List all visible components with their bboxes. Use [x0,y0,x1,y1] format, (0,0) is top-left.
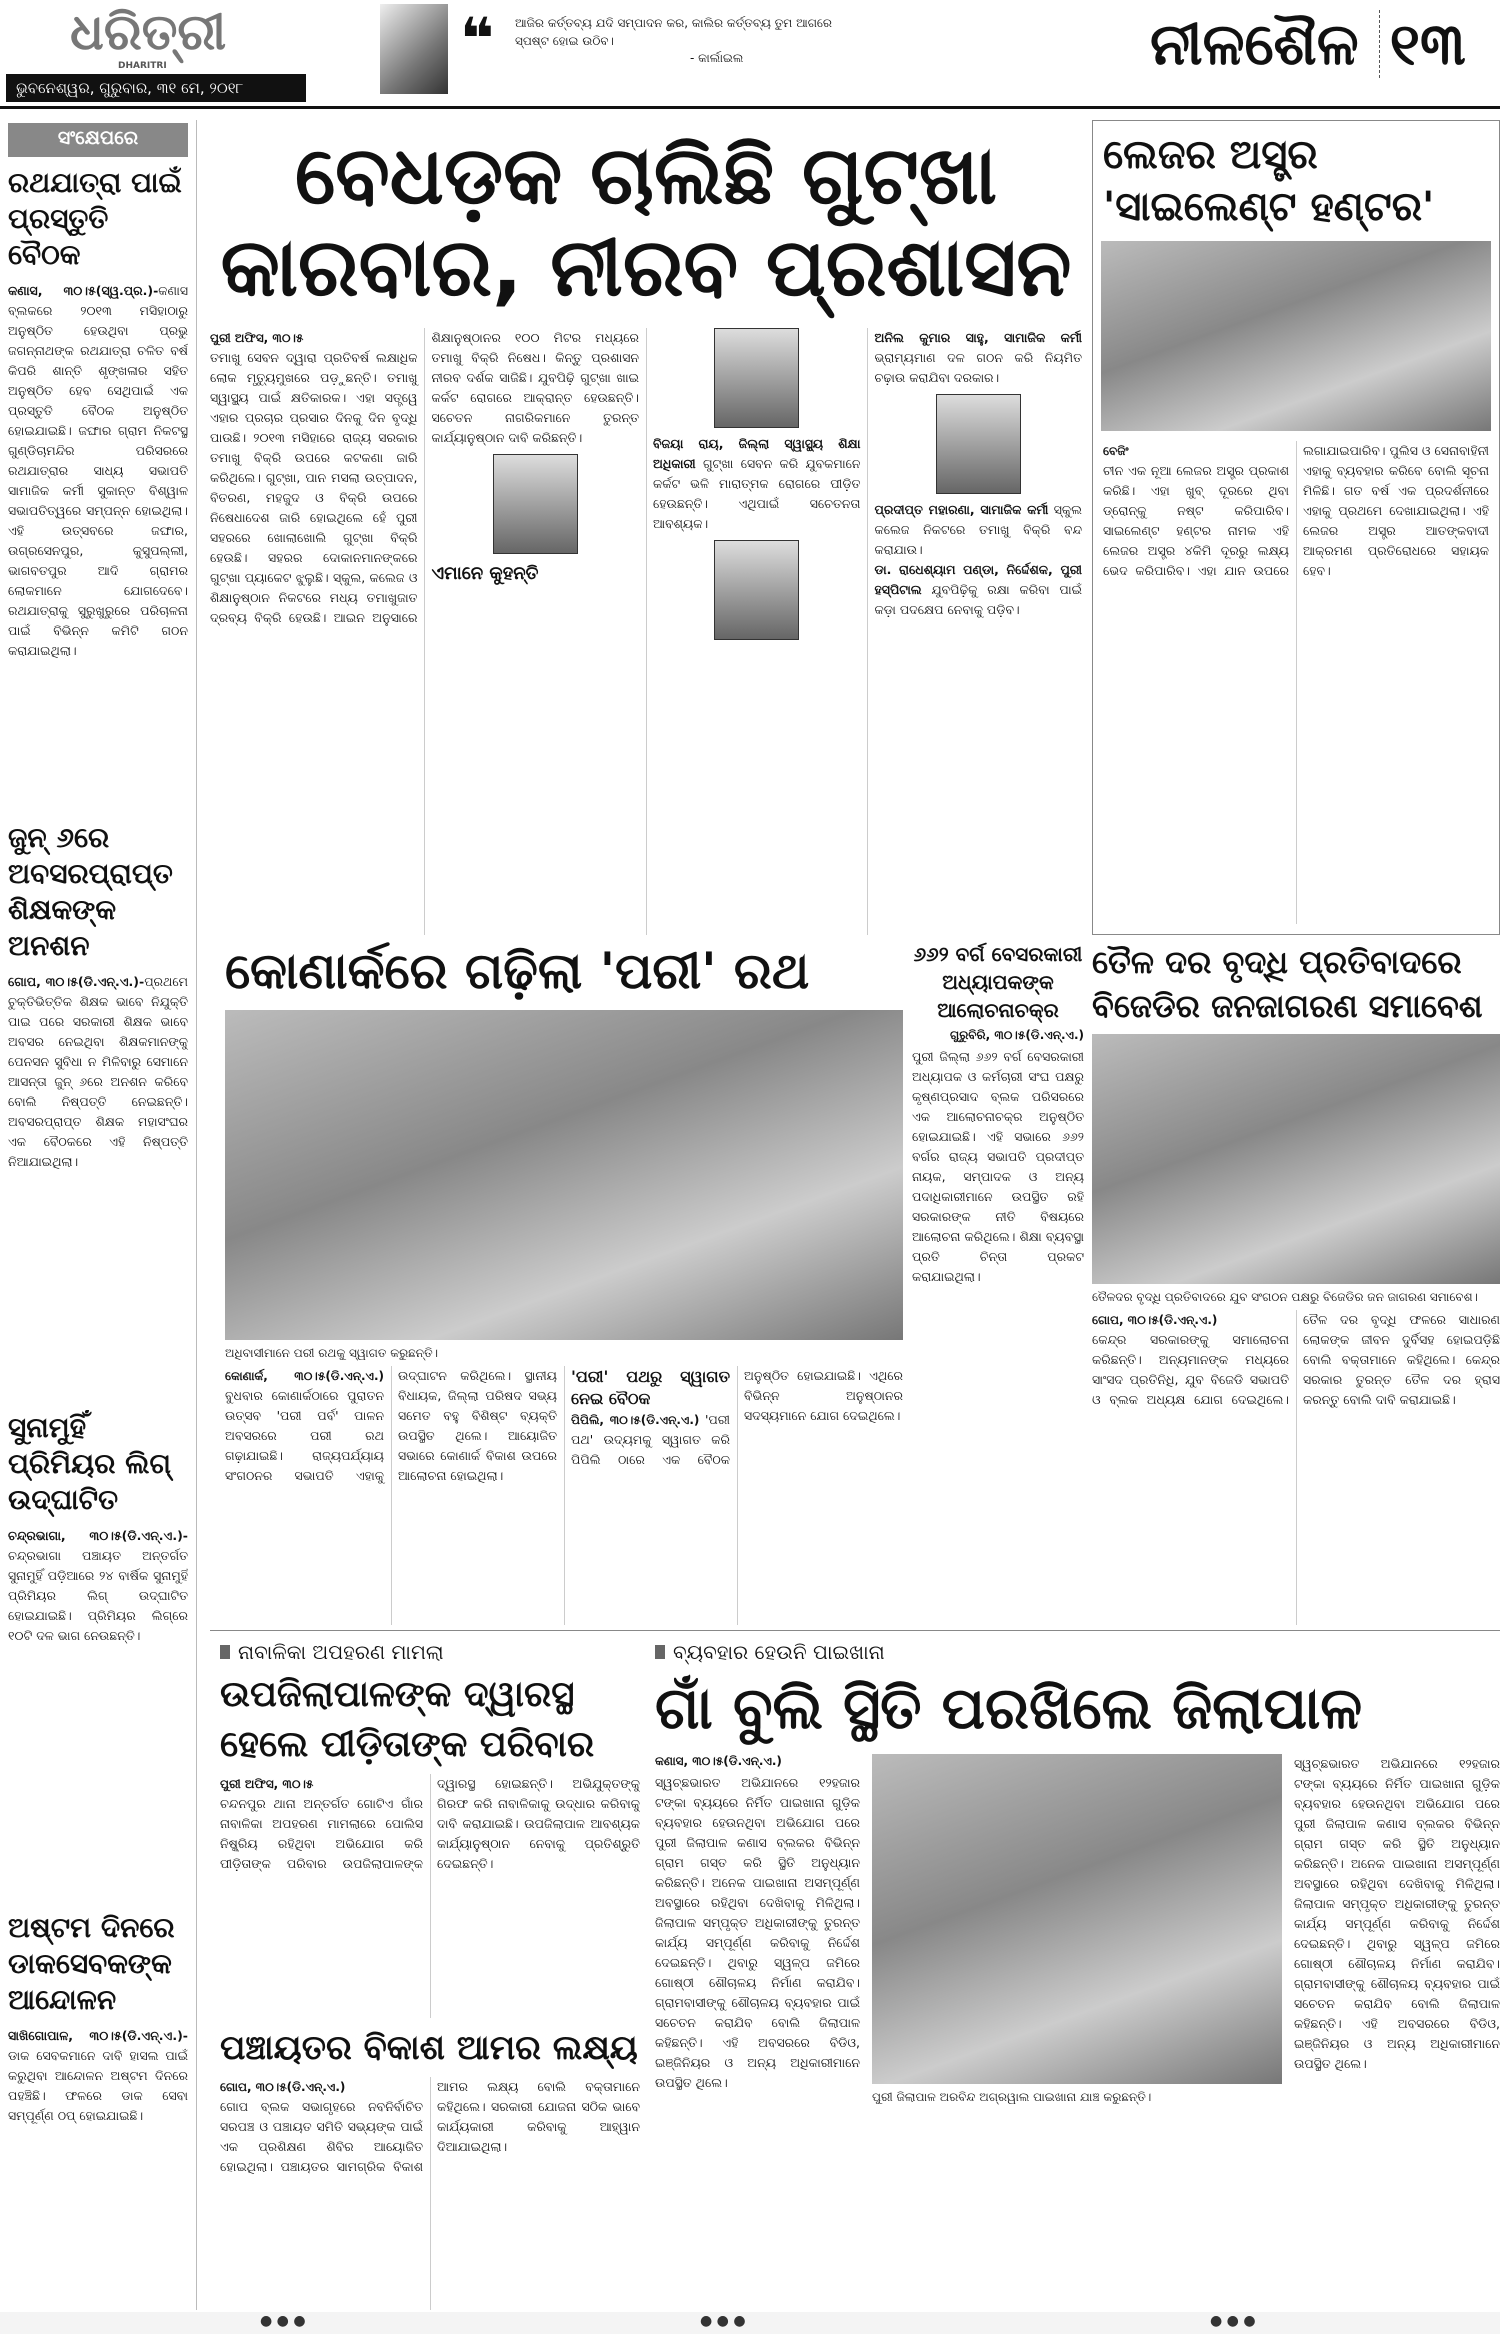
section-title [1150,10,1466,79]
lead-body: ତମାଖୁ ସେବନ ଦ୍ୱାରା ପ୍ରତିବର୍ଷ ଲକ୍ଷାଧିକ ଲୋକ ମୃତ୍ୟୁମୁଖରେ ପଡ଼ୁଛନ୍ତି। ତମାଖୁ ସ୍ୱାସ୍ଥ୍ୟ ପାଇଁ କ୍ଷତିକାରକ। ଏହା ସତ୍ତ୍ୱେ ଏହାର ପ୍ରଚାର ପ୍ରସାର ଦିନକୁ ଦିନ ବୃଦ୍ଧି ପାଉଛି। ୨୦୧୩ ମସିହାରେ ରାଜ୍ୟ ସରକାର ତମାଖୁ ବିକ୍ରି ଉପରେ କଟକଣା ଜାରି କରିଥିଲେ। ଗୁଟ୍‌ଖା, ପାନ ମସଲା ଉତ୍ପାଦନ, ବିତରଣ, ମହଜୁଦ ଓ ବିକ୍ରି ଉପରେ ନିଷେଧାଦେଶ ଜାରି ହୋଇଥିଲେ ହେଁ ପୁରୀ ସହରରେ ଖୋଲାଖୋଲି ଗୁଟ୍‌ଖା ବିକ୍ରି ହେଉଛି। ସହରର ଦୋକାନମାନଙ୍କରେ ଗୁଟ୍‌ଖା ପ୍ୟାକେଟ ଝୁଲୁଛି। ସ୍କୁଲ, କଲେଜ ଓ ଶିକ୍ଷାନୁଷ୍ଠାନ ନିକଟରେ ମଧ୍ୟ ତମାଖୁଜାତ ଦ୍ରବ୍ୟ ବିକ୍ରି ହେଉଛି। ଆଇନ ଅନୁସାରେ ଶିକ୍ଷାନୁଷ୍ଠାନର ୧୦୦ ମିଟର ମଧ୍ୟରେ ତମାଖୁ ବିକ୍ରି ନିଷେଧ। କିନ୍ତୁ ପ୍ରଶାସନ ନୀରବ ଦର୍ଶକ ସାଜିଛି। ଯୁବପିଢ଼ି ଗୁଟ୍‌ଖା ଖାଇ କର୍କଟ ରୋଗରେ ଆକ୍ରାନ୍ତ ହେଉଛନ୍ତି। ସଚେତନ ନାଗରିକମାନେ ତୁରନ୍ତ କାର୍ଯ୍ୟାନୁଷ୍ଠାନ ଦାବି କରିଛନ୍ତି। [210,330,639,625]
upazila-headline: ଉପଜିଲାପାଳଙ୍କ ଦ୍ୱାରସ୍ଥ ହେଲେ ପୀଡ଼ିତାଙ୍କ ପରିବାର [220,1674,595,1765]
brief-dateline: ଚନ୍ଦ୍ରଭାଗା, ୩୦।୫(ଡି.ଏନ୍.ଏ.)- [8,1528,188,1543]
teachers-headline: ୬୬୨ ବର୍ଗ ବେସରକାରୀ ଅଧ୍ୟାପକଙ୍କ ଆଲୋଚନାଚକ୍ର [913,942,1083,1022]
toilet-caption: ପୁରୀ ଜିଲାପାଳ ଅରବିନ୍ଦ ଅଗ୍ରୱାଲ ପାଇଖାନା ଯାଞ୍ଚ କରୁଛନ୍ତି। [872,2090,1152,2104]
page-number: ୧୩ [1379,10,1466,78]
toilet-dateline: କଣାସ, ୩୦।୫(ଡି.ଏନ୍.ଏ.) [655,1754,782,1768]
konark-body: ବୁଧବାର କୋଣାର୍କଠାରେ ପୁରାତନ ଉତ୍ସବ 'ପରୀ ପର୍ବ' ପାଳନ ଅବସରରେ ପରୀ ରଥ ଗଢ଼ାଯାଇଛି। ରାଜ୍ୟପର୍ଯ୍ୟାୟ ସଂଗଠନର ସଭାପତି ଏହାକୁ ଉଦ୍‌ଘାଟନ କରିଥିଲେ। ସ୍ଥାନୀୟ ବିଧାୟକ, ଜିଲ୍ଲା ପରିଷଦ ସଭ୍ୟ ସମେତ ବହୁ ବିଶିଷ୍ଟ ବ୍ୟକ୍ତି ଉପସ୍ଥିତ ଥିଲେ। ଆୟୋଜିତ ସଭାରେ କୋଣାର୍କ ବିକାଶ ଉପରେ ଆଲୋଚନା ହୋଇଥିଲା। [225,1368,557,1483]
bjd-rally-photo [1092,1034,1500,1284]
panchayat-headline: ପଞ୍ଚାୟତର ବିକାଶ ଆମର ଲକ୍ଷ୍ୟ [220,2028,638,2068]
lead-article [210,130,1082,935]
quote-text: ଗୁଟ୍‌ଖା ସେବନ କରି ଯୁବକମାନେ କର୍କଟ ଭଳି ମାରାତ୍ମକ ରୋଗରେ ପୀଡ଼ିତ ହେଉଛନ୍ତି। ଏଥିପାଇଁ ସଚେତନତା ଆବଶ୍ୟକ। [653,456,861,531]
panchayat-dateline: ଗୋପ, ୩୦।୫(ଡି.ଏନ୍.ଏ.) [220,2080,346,2094]
brief-item [8,165,188,820]
registration-dots-icon: ● ● ● [1210,2313,1256,2329]
laser-headline: ଲେଜର ଅସ୍ତ୍ର 'ସାଇଲେଣ୍ଟ ହଣ୍ଟର' [1103,132,1435,230]
quote-name: ବିଜୟା ରାୟ, ଜିଲ୍ଲା ସ୍ୱାସ୍ଥ୍ୟ ଶିକ୍ଷା ଅଧିକାରୀ [653,436,861,471]
konark-caption: ଅଧିବାସୀମାନେ ପରୀ ରଥକୁ ସ୍ୱାଗତ କରୁଛନ୍ତି। [225,1346,439,1360]
bjd-headline: ତୈଳ ଦର ବୃଦ୍ଧି ପ୍ରତିବାଦରେ ବିଜେଡିର ଜନଜାଗରଣ ସମାବେଶ [1092,943,1483,1025]
konark-headline: କୋଣାର୍କରେ ଗଢ଼ିଲା 'ପରୀ' ରଥ [225,942,810,1000]
konark-sub-body: 'ପରୀ ପଥ' ଉଦ୍ୟମକୁ ସ୍ୱାଗତ କରି ପିପିଲି ଠାରେ ଏକ ବୈଠକ ଅନୁଷ୍ଠିତ ହୋଇଯାଇଛି। ଏଥିରେ ବିଭିନ୍ନ ଅନୁଷ୍ଠାନର ସଦସ୍ୟମାନେ ଯୋଗ ଦେଇଥିଲେ। [571,1368,903,1467]
toilet-article [655,1638,1500,2310]
briefs-label: ସଂକ୍ଷେପରେ [8,123,188,157]
registration-dots-icon: ● ● ● [700,2313,746,2329]
mugshot-photo [714,328,799,428]
konark-dateline: କୋଣାର୍କ, ୩୦।୫(ଡି.ଏନ୍.ଏ.) [225,1369,384,1383]
quote-text: ଭ୍ରାମ୍ୟମାଣ ଦଳ ଗଠନ କରି ନିୟମିତ ଚଢ଼ାଉ କରାଯିବା ଦରକାର। [874,350,1082,385]
quote-item [875,500,1083,560]
quote-item [653,434,861,534]
upazila-body: ଚନ୍ଦନପୁର ଥାନା ଅନ୍ତର୍ଗତ ଗୋଟିଏ ଗାଁର ନାବାଳିକା ଅପହରଣ ମାମଲାରେ ପୋଲିସ ନିଷ୍କ୍ରିୟ ରହିଥିବା ଅଭିଯୋଗ କରି ପୀଡ଼ିତାଙ୍କ ପରିବାର ଉପଜିଲାପାଳଙ୍କ ଦ୍ୱାରସ୍ଥ ହୋଇଛନ୍ତି। ଅଭିଯୁକ୍ତଙ୍କୁ ଗିରଫ କରି ନାବାଳିକାକୁ ଉଦ୍ଧାର କରିବାକୁ ଦାବି କରାଯାଇଛି। ଉପଜିଲାପାଳ ଆବଶ୍ୟକ କାର୍ଯ୍ୟାନୁଷ୍ଠାନ ନେବାକୁ ପ୍ରତିଶ୍ରୁତି ଦେଇଛନ୍ତି। [220,1776,640,1871]
konark-sub-dateline: ପିପିଲି, ୩୦।୫(ଡି.ଏନ୍.ଏ.) [571,1413,700,1427]
brief-item [8,820,188,1410]
bjd-body: କେନ୍ଦ୍ର ସରକାରଙ୍କୁ ସମାଲୋଚନା କରିଛନ୍ତି। ଅନ୍ୟମାନଙ୍କ ମଧ୍ୟରେ ସାଂସଦ ପ୍ରତିନିଧି, ଯୁବ ବିଜେଡି ସଭାପତି ଓ ବ୍ଲକ ଅଧ୍ୟକ୍ଷ ଯୋଗ ଦେଇଥିଲେ। ତୈଳ ଦର ବୃଦ୍ଧି ଫଳରେ ସାଧାରଣ ଲୋକଙ୍କ ଜୀବନ ଦୁର୍ବିସହ ହୋଇପଡ଼ିଛି ବୋଲି ବକ୍ତାମାନେ କହିଥିଲେ। କେନ୍ଦ୍ର ସରକାର ତୁରନ୍ତ ତୈଳ ଦର ହ୍ରାସ କରନ୍ତୁ ବୋଲି ଦାବି କରାଯାଇଛି। [1092,1312,1500,1407]
brief-dateline: କଣାସ, ୩୦।୫(ସ୍ୱ.ପ୍ର.)- [8,283,159,298]
issue-date: ଭୁବନେଶ୍ୱର, ଗୁରୁବାର, ୩୧ ମେ, ୨୦୧୮ [6,74,306,102]
brief-dateline: ସାଖିଗୋପାଳ, ୩୦।୫(ଡି.ଏନ୍.ଏ.)- [8,2028,188,2043]
brief-title: ଅଷ୍ଟମ ଦିନରେ ଡାକସେବକଙ୍କ ଆନ୍ଦୋଳନ [8,1911,175,2016]
panchayat-body: ଗୋପ ବ୍ଲକ ସଭାଗୃହରେ ନବନିର୍ବାଚିତ ସରପଞ୍ଚ ଓ ପଞ୍ଚାୟତ ସମିତି ସଭ୍ୟଙ୍କ ପାଇଁ ଏକ ପ୍ରଶିକ୍ଷଣ ଶିବିର ଆୟୋଜିତ ହୋଇଥିଲା। ପଞ୍ଚାୟତର ସାମଗ୍ରିକ ବିକାଶ ଆମର ଲକ୍ଷ୍ୟ ବୋଲି ବକ୍ତାମାନେ କହିଥିଲେ। ସରକାରୀ ଯୋଜନା ସଠିକ ଭାବେ କାର୍ଯ୍ୟକାରୀ କରିବାକୁ ଆହ୍ୱାନ ଦିଆଯାଇଥିଲା। [220,2079,640,2174]
quote-item [875,560,1083,620]
quote-text: ଯୁବପିଢ଼ିକୁ ରକ୍ଷା କରିବା ପାଇଁ କଡ଼ା ପଦକ୍ଷେପ ନେବାକୁ ପଡ଼ିବ। [874,582,1082,617]
brief-body: ପ୍ରଥମେ ଚୁକ୍ତିଭିତ୍ତିକ ଶିକ୍ଷକ ଭାବେ ନିଯୁକ୍ତି ପାଇ ପରେ ସରକାରୀ ଶିକ୍ଷକ ଭାବେ ଅବସର ନେଇଥିବା ଶିକ୍ଷକମାନଙ୍କୁ ପେନସନ ସୁବିଧା ନ ମିଳିବାରୁ ସେମାନେ ଆସନ୍ତା ଜୁନ୍ ୬ରେ ଅନଶନ କରିବେ ବୋଲି ନିଷ୍ପତ୍ତି ନେଇଛନ୍ତି। ଅବସରପ୍ରାପ୍ତ ଶିକ୍ଷକ ମହାସଂଘର ଏକ ବୈଠକରେ ଏହି ନିଷ୍ପତ୍ତି ନିଆଯାଇଥିଲା। [8,974,188,1169]
quote-icon: ❝ [460,5,495,73]
bjd-article [1092,940,1500,1625]
quote-author-portrait [380,4,448,94]
mugshot-photo [714,540,799,640]
panchayat-article [220,2025,640,2310]
brief-body: ଡାକ ସେବକମାନେ ଦାବି ହାସଲ ପାଇଁ କରୁଥିବା ଆନ୍ଦୋଳନ ଅଷ୍ଟମ ଦିନରେ ପହଞ୍ଚିଛି। ଫଳରେ ଡାକ ସେବା ସମ୍ପୂର୍ଣ୍ଣ ଠପ୍ ହୋଇଯାଇଛି। [8,2048,188,2123]
masthead-brand [6,4,316,102]
brief-item [8,1410,188,1910]
masthead-divider [0,106,1500,109]
konark-sub-headline: 'ପରୀ' ପଥରୁ ସ୍ୱାଗତ ନେଇ ବୈଠକ [571,1367,730,1408]
toilet-body: ସ୍ୱଚ୍ଛଭାରତ ଅଭିଯାନରେ ୧୨ହଜାର ଟଙ୍କା ବ୍ୟୟରେ ନିର୍ମିତ ପାଇଖାନା ଗୁଡ଼ିକ ବ୍ୟବହାର ହେଉନଥିବା ଅଭିଯୋଗ ପରେ ପୁରୀ ଜିଲାପାଳ କଣାସ ବ୍ଲକର ବିଭିନ୍ନ ଗ୍ରାମ ଗସ୍ତ କରି ସ୍ଥିତି ଅନୁଧ୍ୟାନ କରିଛନ୍ତି। ଅନେକ ପାଇଖାନା ଅସମ୍ପୂର୍ଣ୍ଣ ଅବସ୍ଥାରେ ରହିଥିବା ଦେଖିବାକୁ ମିଳିଥିଲା। ଜିଲାପାଳ ସମ୍ପୃକ୍ତ ଅଧିକାରୀଙ୍କୁ ତୁରନ୍ତ କାର୍ଯ୍ୟ ସମ୍ପୂର୍ଣ୍ଣ କରିବାକୁ ନିର୍ଦ୍ଦେଶ ଦେଇଛନ୍ତି। ଥିବାରୁ ସ୍ୱଳ୍ପ ଜମିରେ ଗୋଷ୍ଠୀ ଶୌଚାଳୟ ନିର୍ମାଣ କରାଯିବ। ଗ୍ରାମବାସୀଙ୍କୁ ଶୌଚାଳୟ ବ୍ୟବହାର ପାଇଁ ସଚେତନ କରାଯିବ ବୋଲି ଜିଲାପାଳ କହିଛନ୍ତି। ଏହି ଅବସରରେ ବିଡିଓ, ଇଞ୍ଜିନିୟର ଓ ଅନ୍ୟ ଅଧିକାରୀମାନେ ଉପସ୍ଥିତ ଥିଲେ। [655,1775,860,2090]
column-divider [196,120,197,2310]
mugshot-photo [493,454,578,554]
quote-text: ସ୍କୁଲ କଲେଜ ନିକଟରେ ତମାଖୁ ବିକ୍ରି ବନ୍ଦ କରାଯାଉ। [874,502,1082,557]
mugshot-photo [936,394,1021,494]
section-divider [210,1630,1500,1631]
quotes-box-title: ଏମାନେ କୁହନ୍ତି [431,563,539,584]
brief-title: ଜୁନ୍ ୬ରେ ଅବସରପ୍ରାପ୍ତ ଶିକ୍ଷକଙ୍କ ଅନଶନ [8,821,173,962]
laser-weapon-photo [1101,241,1491,431]
briefs-column [8,165,188,2305]
konark-photo [225,1010,903,1340]
daily-quote-block [515,14,835,66]
daily-quote: ଆଜିର କର୍ତ୍ତବ୍ୟ ଯଦି ସମ୍ପାଦନ କର, କାଲିର କର୍ତ୍ତବ୍ୟ ତୁମ ଆଗରେ ସ୍ପଷ୍ଟ ହୋଇ ଉଠିବ। [515,16,833,48]
lead-dateline: ପୁରୀ ଅଫିସ, ୩୦।୫ [210,331,304,345]
toilet-inspection-photo [872,1754,1282,2084]
brief-item [8,1910,188,2126]
teachers-body: ପୁରୀ ଜିଲ୍ଲା ୬୬୨ ବର୍ଗ ବେସରକାରୀ ଅଧ୍ୟାପକ ଓ କର୍ମଚାରୀ ସଂଘ ପକ୍ଷରୁ କୃଷ୍ଣପ୍ରସାଦ ବ୍ଲକ ପରିସରରେ ଏକ ଆଲୋଚନାଚକ୍ର ଅନୁଷ୍ଠିତ ହୋଇଯାଇଛି। ଏହି ସଭାରେ ୬୬୨ ବର୍ଗର ରାଜ୍ୟ ସଭାପତି ପ୍ରଦୀପ୍ତ ନାୟକ, ସମ୍ପାଦକ ଓ ଅନ୍ୟ ପଦାଧିକାରୀମାନେ ଉପସ୍ଥିତ ରହି ସରକାରଙ୍କ ନୀତି ବିଷୟରେ ଆଲୋଚନା କରିଥିଲେ। ଶିକ୍ଷା ବ୍ୟବସ୍ଥା ପ୍ରତି ଚିନ୍ତା ପ୍ରକଟ କରାଯାଇଥିଲା। [912,1049,1084,1284]
teachers-article [912,940,1084,1625]
bjd-caption: ତୈଳଦର ବୃଦ୍ଧି ପ୍ରତିବାଦରେ ଯୁବ ସଂଗଠନ ପକ୍ଷରୁ ବିଜେଡିର ଜନ ଜାଗରଣ ସମାବେଶ। [1092,1290,1478,1304]
upazila-dateline: ପୁରୀ ଅଫିସ, ୩୦।୫ [220,1777,314,1791]
teachers-dateline: ଗୁରୁବିରି, ୩୦।୫(ଡି.ଏନ୍.ଏ.) [949,1028,1084,1042]
toilet-photo-column [872,1754,1282,2310]
bjd-dateline: ଗୋପ, ୩୦।୫(ଡି.ଏନ୍.ଏ.) [1092,1313,1218,1327]
section-name: ନୀଳଶୈଳ [1150,10,1359,78]
toilet-left-column [655,1754,860,2310]
registration-dots-icon: ● ● ● [260,2313,306,2329]
quote-author: - କାର୍ଲାଇଲ [690,51,744,65]
logo-subtitle: DHARITRI [118,61,167,71]
brief-title: ରଥଯାତ୍ରା ପାଇଁ ପ୍ରସ୍ତୁତି ବୈଠକ [8,166,182,271]
quote-name: ଅନିଲ କୁମାର ସାହୁ, ସାମାଜିକ କର୍ମୀ [874,330,1082,345]
lead-headline: ବେଧଡ଼କ ଚାଲିଛି ଗୁଟ୍‌ଖା କାରବାର, ନୀରବ ପ୍ରଶାସନ [220,130,1072,314]
brief-dateline: ଗୋପ, ୩୦।୫(ଡି.ଏନ୍.ଏ.)- [8,974,145,989]
brief-title: ସୁନାମୁହିଁ ପ୍ରିମିୟର ଲିଗ୍ ଉଦ୍‌ଘାଟିତ [8,1411,172,1516]
toilet-body-cont: ସ୍ୱଚ୍ଛଭାରତ ଅଭିଯାନରେ ୧୨ହଜାର ଟଙ୍କା ବ୍ୟୟରେ ନିର୍ମିତ ପାଇଖାନା ଗୁଡ଼ିକ ବ୍ୟବହାର ହେଉନଥିବା ଅଭିଯୋଗ ପରେ ପୁରୀ ଜିଲାପାଳ କଣାସ ବ୍ଲକର ବିଭିନ୍ନ ଗ୍ରାମ ଗସ୍ତ କରି ସ୍ଥିତି ଅନୁଧ୍ୟାନ କରିଛନ୍ତି। ଅନେକ ପାଇଖାନା ଅସମ୍ପୂର୍ଣ୍ଣ ଅବସ୍ଥାରେ ରହିଥିବା ଦେଖିବାକୁ ମିଳିଥିଲା। ଜିଲାପାଳ ସମ୍ପୃକ୍ତ ଅଧିକାରୀଙ୍କୁ ତୁରନ୍ତ କାର୍ଯ୍ୟ ସମ୍ପୂର୍ଣ୍ଣ କରିବାକୁ ନିର୍ଦ୍ଦେଶ ଦେଇଛନ୍ତି। ଥିବାରୁ ସ୍ୱଳ୍ପ ଜମିରେ ଗୋଷ୍ଠୀ ଶୌଚାଳୟ ନିର୍ମାଣ କରାଯିବ। ଗ୍ରାମବାସୀଙ୍କୁ ଶୌଚାଳୟ ବ୍ୟବହାର ପାଇଁ ସଚେତନ କରାଯିବ ବୋଲି ଜିଲାପାଳ କହିଛନ୍ତି। ଏହି ଅବସରରେ ବିଡିଓ, ଇଞ୍ଜିନିୟର ଓ ଅନ୍ୟ ଅଧିକାରୀମାନେ ଉପସ୍ଥିତ ଥିଲେ। [1294,1756,1500,2071]
konark-article [225,940,903,1625]
brief-body: ଚନ୍ଦ୍ରଭାଗା ପଞ୍ଚାୟତ ଅନ୍ତର୍ଗତ ସୁନାମୁହିଁ ପଡ଼ିଆରେ ୨୪ ବାର୍ଷିକ ସୁନାମୁହିଁ ପ୍ରିମିୟର ଲିଗ୍ ଉଦ୍‌ଘାଟିତ ହୋଇଯାଇଛି। ପ୍ରିମିୟର ଲିଗ୍‌ରେ ୧୦ଟି ଦଳ ଭାଗ ନେଉଛନ୍ତି। [8,1548,188,1643]
quote-name: ଡା. ରାଧେଶ୍ୟାମ ପଣ୍ଡା, ନିର୍ଦ୍ଦେଶକ, ପୁରୀ ହସ୍ପିଟାଲ [874,562,1082,597]
laser-body: ଚୀନ ଏକ ନୂଆ ଲେଜର ଅସ୍ତ୍ର ପ୍ରକାଶ କରିଛି। ଏହା ଖୁବ୍ ଦୂରରେ ଥିବା ଡ୍ରୋନ୍‌କୁ ନଷ୍ଟ କରିପାରିବ। ସାଇଲେଣ୍ଟ ହଣ୍ଟର ନାମକ ଏହି ଲେଜର ଅସ୍ତ୍ର ୪କିମି ଦୂରରୁ ଲକ୍ଷ୍ୟ ଭେଦ କରିପାରିବ। ଏହା ଯାନ ଉପରେ ଲଗାଯାଇପାରିବ। ପୁଲିସ ଓ ସେନାବାହିନୀ ଏହାକୁ ବ୍ୟବହାର କରିବେ ବୋଲି ସୂଚନା ମିଳିଛି। ଗତ ବର୍ଷ ଏକ ପ୍ରଦର୍ଶନୀରେ ଏହାକୁ ପ୍ରଥମେ ଦେଖାଯାଇଥିଲା। ଏହି ଲେଜର ଅସ୍ତ୍ର ଆତଙ୍କବାଦୀ ଆକ୍ରମଣ ପ୍ରତିରୋଧରେ ସହାୟକ ହେବ। [1103,443,1489,578]
brief-body: କଣାସ ବ୍ଲକରେ ୨୦୧୩ ମସିହାଠାରୁ ଅନୁଷ୍ଠିତ ହେଉଥିବା ପ୍ରଭୁ ଜଗନ୍ନାଥଙ୍କ ରଥଯାତ୍ରା ଚଳିତ ବର୍ଷ କିପରି ଶାନ୍ତି ଶୃଙ୍ଖଳାର ସହିତ ଅନୁଷ୍ଠିତ ହେବ ସେଥିପାଇଁ ଏକ ପ୍ରସ୍ତୁତି ବୈଠକ ଅନୁଷ୍ଠିତ ହୋଇଯାଇଛି। ଜଙ୍ଘାର ଗ୍ରାମ ନିକଟସ୍ଥ ଗୁଣ୍ଡିଚାମନ୍ଦିର ପରିସରରେ ରଥଯାତ୍ରାର ସାଧ୍ୟ ସଭାପତି ସାମାଜିକ କର୍ମୀ ସୁକାନ୍ତ ବିଶ୍ୱାଳ ସଭାପତିତ୍ୱରେ ସମ୍ପନ୍ନ ହୋଇଥିଲା। ଏହି ଉତ୍ସବରେ ଜଙ୍ଘାର, ଉଗ୍ରସେନପୁର, କୁସୁପଲ୍ଲୀ, ଭାଗବତପୁର ଆଦି ଗ୍ରାମର ଲୋକମାନେ ଯୋଗଦେବେ। ରଥଯାତ୍ରାକୁ ସୁରୁଖୁରୁରେ ପରିଚାଳନା ପାଇଁ ବିଭିନ୍ନ କମିଟି ଗଠନ କରାଯାଇଥିଲା। [8,283,188,658]
quote-item [875,328,1083,388]
toilet-kicker: ବ୍ୟବହାର ହେଉନି ପାଇଖାନା [655,1638,1500,1666]
upazila-kicker: ନାବାଳିକା ଅପହରଣ ମାମଲା [220,1638,640,1666]
toilet-columns [655,1754,1500,2310]
laser-article [1092,120,1500,935]
quote-name: ପ୍ରଦୀପ୍ତ ମହାରଣା, ସାମାଜିକ କର୍ମୀ [874,502,1049,517]
page-footer [0,2312,1500,2334]
upazila-article [220,1638,640,2018]
toilet-headline: ଗାଁ ବୁଲି ସ୍ଥିତି ପରଖିଲେ ଜିଲାପାଳ [655,1674,1363,1742]
laser-dateline: ବେଜିଂ [1103,444,1129,458]
newspaper-logo: ଧରିତ୍ରୀ [70,2,227,61]
